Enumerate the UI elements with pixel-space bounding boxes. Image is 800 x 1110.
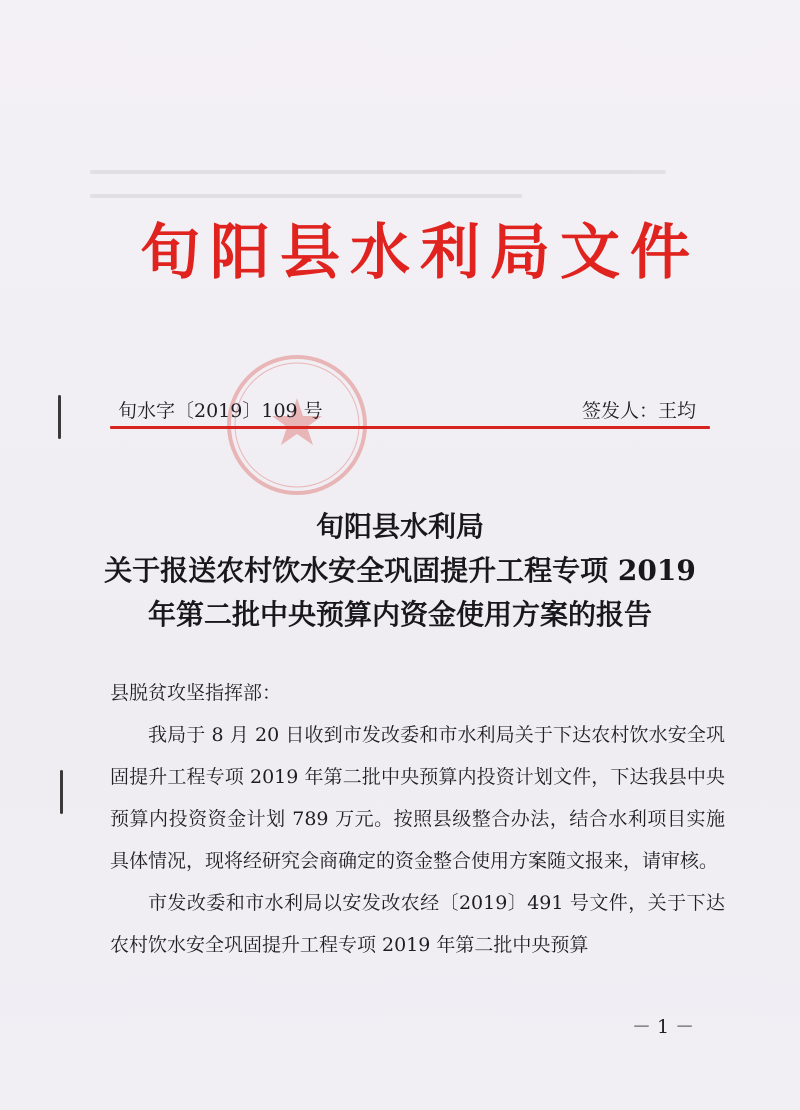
red-divider-line: [110, 426, 710, 429]
bleed-through-text: [90, 150, 690, 218]
staple-mark-top: [58, 395, 61, 439]
report-body: [110, 672, 725, 966]
official-seal-stamp: [222, 350, 372, 500]
signer: 签发人：王均: [581, 400, 696, 422]
report-title: [100, 505, 700, 637]
report-title-line: 年第二批中央预算内资金使用方案的报告: [147, 598, 652, 631]
report-title-line: 旬阳县水利局: [315, 510, 484, 543]
salutation: 县脱贫攻坚指挥部：: [110, 682, 282, 704]
staple-mark-bottom: [60, 770, 63, 814]
document-header-title: 旬阳县水利局文件: [140, 218, 700, 288]
body-paragraph: 市发改委和市水利局以安发改农经〔2019〕491 号文件，关于下达农村饮水安全巩固提升工程专项 2019 年第二批中央预算: [110, 892, 725, 956]
document-number: 旬水字〔2019〕109 号: [118, 400, 323, 422]
page-number: － 1 －: [632, 1016, 695, 1038]
report-title-line: 关于报送农村饮水安全巩固提升工程专项 2019: [104, 554, 696, 587]
body-paragraph: 我局于 8 月 20 日收到市发改委和市水利局关于下达农村饮水安全巩固提升工程专项 2019 年第二批中央预算内投资计划文件，下达我县中央预算内投资资金计划 789 万元。按照县级整合办法，结合水利项目实施具体情况，现将经研究会商确定的资金整合使用方案随文报来，请审核。: [110, 724, 725, 872]
